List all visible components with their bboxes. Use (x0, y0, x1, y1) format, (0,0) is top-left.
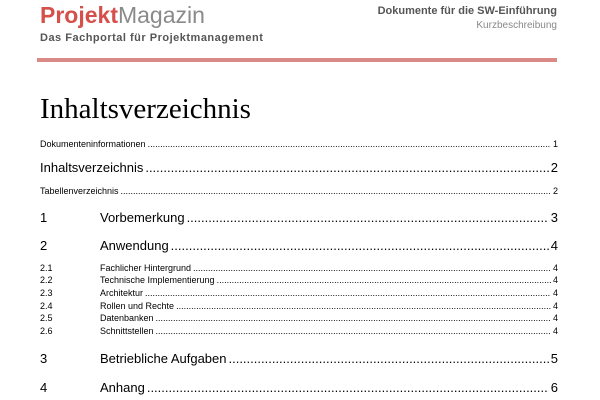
toc-entry-page: 4 (552, 326, 558, 336)
toc-leader (228, 351, 548, 367)
toc-entry-page: 1 (552, 139, 558, 149)
toc-entry-number: 1 (40, 210, 48, 225)
toc-entry-number: 2.5 (40, 313, 53, 323)
toc-entry-tabellenverzeichnis[interactable] (40, 185, 558, 197)
document-title: Dokumente für die SW-Einführung (377, 5, 557, 17)
toc-entry-2-6[interactable] (40, 325, 558, 337)
toc-entry-2-1[interactable] (40, 262, 558, 274)
toc-leader (171, 238, 549, 254)
toc-entry-2[interactable] (40, 238, 558, 254)
toc-entry-number: 2.4 (40, 301, 53, 311)
toc-leader (156, 325, 551, 337)
toc-entry-page: 4 (552, 263, 558, 273)
logo (40, 2, 205, 28)
toc-entry-label: Datenbanken (100, 313, 154, 323)
toc-leader (187, 210, 549, 226)
toc-leader (121, 185, 551, 197)
header-rule (37, 58, 557, 62)
toc-leader (145, 287, 551, 299)
toc-entry-number: 3 (40, 351, 48, 366)
toc-entry-label: Vorbemerkung (100, 210, 185, 225)
toc-entry-page: 4 (552, 301, 558, 311)
tagline: Das Fachportal für Projektmanagement (40, 32, 264, 44)
toc-leader (193, 262, 551, 274)
toc-leader (176, 300, 551, 312)
toc-entry-label: Betriebliche Aufgaben (100, 351, 227, 366)
toc-entry-1[interactable] (40, 210, 558, 226)
page-header (0, 0, 600, 60)
logo-light: Magazin (117, 2, 205, 28)
toc-entry-page: 2 (550, 160, 558, 175)
toc-entry-label: Technische Implementierung (100, 275, 215, 285)
toc-leader (148, 138, 551, 150)
toc-entry-number: 2 (40, 238, 48, 253)
toc-entry-label: Fachlicher Hintergrund (100, 263, 192, 273)
toc-entry-2-2[interactable] (40, 274, 558, 286)
toc-entry-page: 4 (550, 238, 558, 253)
toc-entry-number: 2.3 (40, 288, 53, 298)
toc-entry-label: Tabellenverzeichnis (40, 186, 119, 196)
toc-entry-label: Schnittstellen (100, 326, 154, 336)
toc-leader (217, 274, 551, 286)
toc-entry-number: 2.1 (40, 263, 53, 273)
toc-entry-page: 3 (550, 210, 558, 225)
toc-leader (156, 312, 551, 324)
toc-leader (145, 160, 548, 176)
toc-entry-2-3[interactable] (40, 287, 558, 299)
toc-entry-page: 4 (552, 288, 558, 298)
toc-entry-page: 4 (552, 275, 558, 285)
toc-entry-label: Anwendung (100, 238, 169, 253)
toc-entry-page: 2 (552, 186, 558, 196)
toc-leader (147, 380, 549, 396)
toc-entry-label: Architektur (100, 288, 144, 298)
toc-entry-3[interactable] (40, 351, 558, 367)
logo-strong: Projekt (40, 2, 118, 28)
toc-entry-page: 5 (550, 351, 558, 366)
toc-entry-dokumenteninformationen[interactable] (40, 138, 558, 150)
document-subtitle: Kurzbeschreibung (476, 20, 557, 31)
toc-entry-page: 4 (552, 313, 558, 323)
toc-heading: Inhaltsverzeichnis (40, 93, 251, 125)
toc-entry-label: Rollen und Rechte (100, 301, 175, 311)
toc-entry-2-5[interactable] (40, 312, 558, 324)
toc-entry-2-4[interactable] (40, 300, 558, 312)
toc-entry-label: Anhang (100, 380, 145, 395)
toc-entry-label: Inhaltsverzeichnis (40, 160, 144, 175)
toc-entry-number: 4 (40, 380, 48, 395)
toc-entry-number: 2.6 (40, 326, 53, 336)
toc-entry-number: 2.2 (40, 275, 53, 285)
toc-entry-inhaltsverzeichnis[interactable] (40, 160, 558, 176)
toc-entry-label: Dokumenteninformationen (40, 139, 146, 149)
toc-entry-page: 6 (550, 380, 558, 395)
toc-entry-4[interactable] (40, 380, 558, 396)
